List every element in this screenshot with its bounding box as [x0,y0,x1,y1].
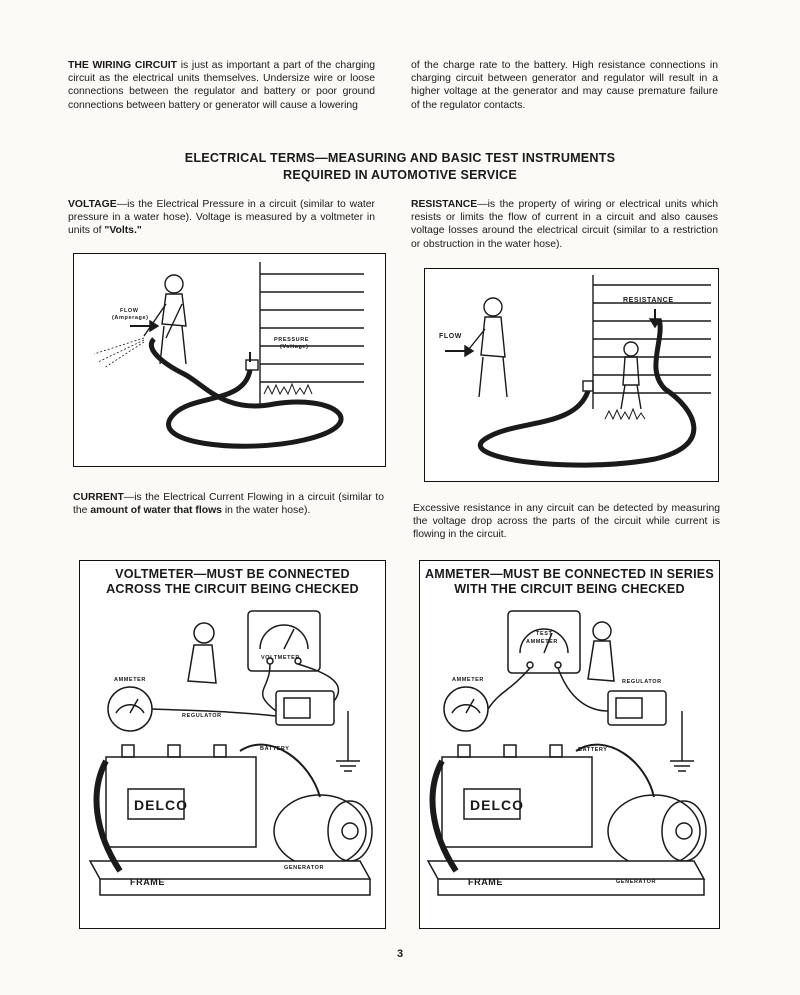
intro-left-paragraph [68,59,375,112]
excessive-resistance-paragraph [413,502,720,542]
battery-brand-label-right: DELCO [470,797,524,813]
hose-resistance-drawing [425,269,718,481]
test-label: TEST [536,631,553,637]
resistance-term: RESISTANCE [411,199,478,210]
regulator-label: REGULATOR [182,713,222,719]
voltmeter-circuit-drawing [80,561,385,928]
regulator-label-right: REGULATOR [622,679,662,685]
ammeter-label: AMMETER [114,677,147,683]
voltage-definition [68,198,375,238]
current-emphasis: amount of water that flows [90,505,222,517]
flow-label-resistance: FLOW [439,333,463,340]
pressure-label: PRESSURE [274,337,310,343]
current-text: —is the Electrical Current Flowing in a circuit (similar to the [73,492,384,517]
battery-label: BATTERY [260,746,290,752]
hose-pressure-drawing [74,254,385,466]
intro-left-text: is just as important a part of the charging circuit as the electrical units themselves. Undersize wire or loose connections between the regulator and battery or poor ground connections between battery or generator will cause a lowering [68,60,375,111]
section-heading [80,150,720,184]
section-heading-line2: REQUIRED IN AUTOMOTIVE SERVICE [283,168,517,182]
frame-label: FRAME [130,877,165,887]
resistance-text: —is the property of wiring or electrical units which resists or limits the flow of current in a circuit and also causes voltage losses around the electrical circuit (similar to a restriction or obstruction in the water hose). [411,199,718,250]
ammeter-title-line1: AMMETER—MUST BE CONNECTED IN SERIES [425,567,714,581]
excessive-resistance-text: Excessive resistance in any circuit can be detected by measuring the voltage drop across the parts of the circuit while current is flowing in the circuit. [413,503,720,541]
voltage-text: —is the Electrical Pressure in a circuit (similar to water pressure in a water hose). Voltage is measured by a voltmeter in units of [68,199,375,237]
wiring-circuit-term: THE WIRING CIRCUIT [68,60,178,71]
intro-right-paragraph [411,59,718,112]
ammeter-circuit-drawing [420,561,719,928]
test-ammeter-label: AMMETER [526,639,559,645]
voltage-term: VOLTAGE [68,199,117,210]
voltmeter-title-line2: ACROSS THE CIRCUIT BEING CHECKED [106,582,359,596]
ammeter-diagram-box [419,560,720,929]
flow-label: FLOW [120,308,139,314]
frame-label-right: FRAME [468,877,503,887]
section-heading-line1: ELECTRICAL TERMS—MEASURING AND BASIC TEST INSTRUMENTS [184,151,616,165]
voltage-units: "Volts." [104,225,142,237]
page-number: 3 [396,948,404,960]
voltmeter-diagram-box [79,560,386,929]
current-text-end: in the water hose). [221,505,311,517]
ammeter-label-right: AMMETER [452,677,485,683]
current-term: CURRENT [73,492,124,503]
battery-brand-label: DELCO [134,797,188,813]
ammeter-title-line2: WITH THE CIRCUIT BEING CHECKED [454,582,685,596]
generator-label: GENERATOR [284,865,325,871]
voltmeter-instrument-label: VOLTMETER [261,655,300,661]
resistance-definition [411,198,718,251]
battery-label-right: BATTERY [578,747,608,753]
voltage-hose-illustration [73,253,386,467]
current-definition [73,491,384,517]
pressure-voltage-label: (Voltage) [280,344,309,350]
voltmeter-title-line1: VOLTMETER—MUST BE CONNECTED [115,567,350,581]
resistance-label: RESISTANCE [623,297,674,304]
intro-right-text: of the charge rate to the battery. High resistance connections in charging circuit between generator and regulator will result in a higher voltage at the generator and may cause premature failure of the regulator contacts. [411,60,718,111]
flow-amperage-label: (Amperage) [112,315,149,321]
generator-label-right: GENERATOR [616,879,657,885]
resistance-hose-illustration [424,268,719,482]
